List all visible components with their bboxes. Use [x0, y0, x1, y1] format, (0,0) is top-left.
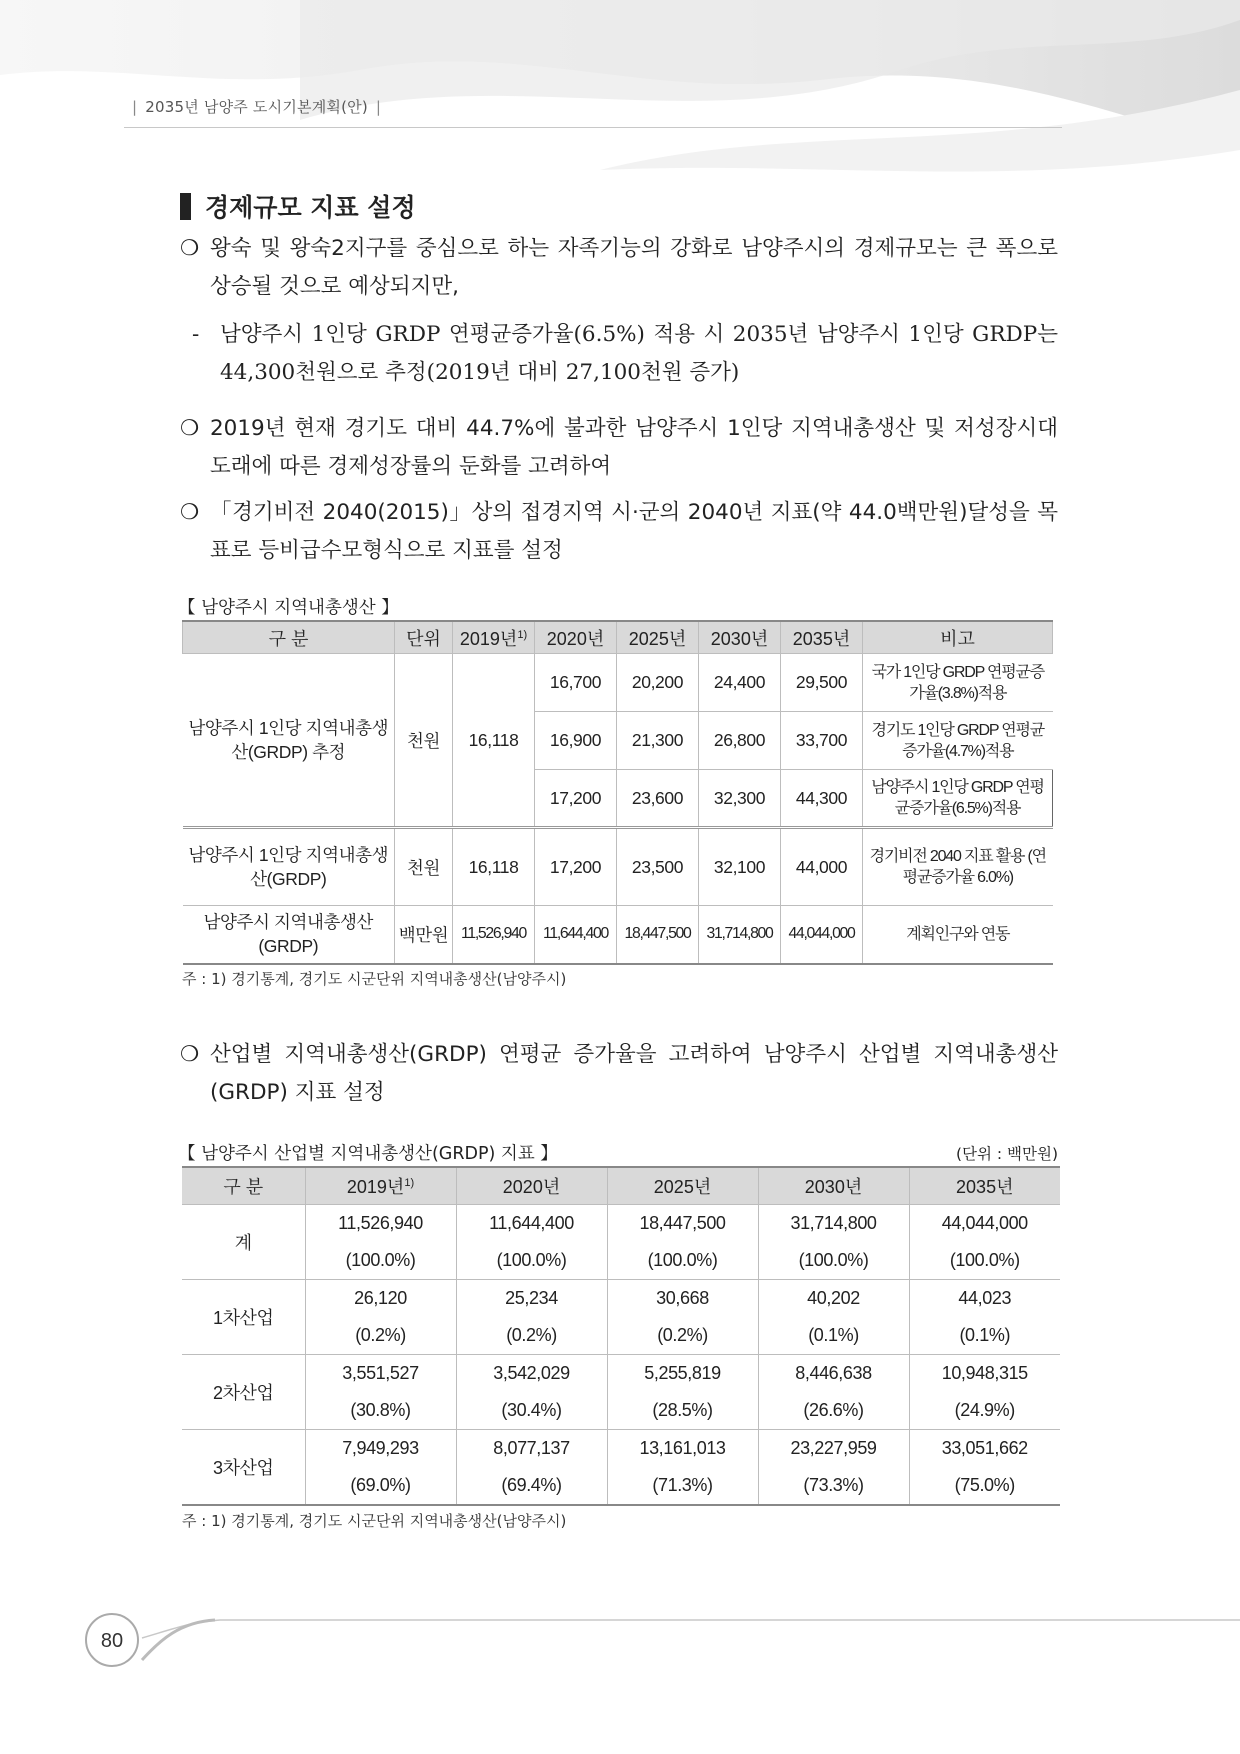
share-cell: (0.1%) — [758, 1317, 909, 1355]
table2-footnote: 주 : 1) 경기통계, 경기도 시군단위 지역내총생산(남양주시) — [182, 1512, 567, 1530]
grdp-table — [182, 620, 1053, 965]
value-cell: 26,800 — [699, 712, 781, 770]
value-cell: 7,949,293 — [305, 1430, 456, 1468]
table1-header-row — [183, 621, 1053, 654]
share-cell: (24.9%) — [909, 1392, 1060, 1430]
header-bar-right: | — [375, 98, 382, 116]
row-label: 2차산업 — [182, 1355, 305, 1430]
value-cell: 23,600 — [617, 770, 699, 828]
value-cell: 44,044,000 — [781, 906, 863, 964]
value-cell: 11,644,400 — [456, 1205, 607, 1243]
th-2019 — [453, 621, 535, 654]
th-2035: 2035년 — [909, 1167, 1060, 1205]
page-number: 80 — [100, 1630, 124, 1652]
circle-bullet-icon: ❍ — [180, 236, 200, 261]
th-gubun: 구 분 — [182, 1167, 305, 1205]
row-label: 3차산업 — [182, 1430, 305, 1506]
th-unit: 단위 — [395, 621, 453, 654]
paragraph-3-text: 「경기비전 2040(2015)」상의 접경지역 시·군의 2040년 지표(약 44.0백만원)달성을 목표로 등비급수모형식으로 지표를 설정 — [210, 500, 1058, 563]
th-gubun: 구 분 — [183, 621, 395, 654]
value-cell: 11,526,940 — [453, 906, 535, 964]
paragraph-2-text: 2019년 현재 경기도 대비 44.7%에 불과한 남양주시 1인당 지역내총생산 및 저성장시대 도래에 따른 경제성장률의 둔화를 고려하여 — [210, 416, 1058, 479]
table-row — [182, 1467, 1060, 1505]
footer-swoosh-decoration — [80, 1600, 1240, 1680]
footnote-ref: 1) — [517, 628, 528, 641]
value-cell: 32,100 — [699, 828, 781, 906]
value-cell: 17,200 — [535, 770, 617, 828]
dash-bullet: - — [192, 322, 200, 347]
section-title — [180, 188, 416, 224]
th-2025: 2025년 — [617, 621, 699, 654]
table-row — [183, 654, 1053, 712]
table-row — [182, 1280, 1060, 1318]
th-2030: 2030년 — [758, 1167, 909, 1205]
table-row — [182, 1242, 1060, 1280]
row-label: 남양주시 1인당 지역내총생산(GRDP) 추정 — [183, 654, 395, 828]
value-cell: 40,202 — [758, 1280, 909, 1318]
value-cell: 30,668 — [607, 1280, 758, 1318]
header-wave-decoration — [0, 0, 1240, 190]
value-cell: 21,300 — [617, 712, 699, 770]
section-title-text: 경제규모 지표 설정 — [205, 193, 416, 222]
value-cell: 33,700 — [781, 712, 863, 770]
paragraph-4 — [180, 1036, 1058, 1112]
row-label: 남양주시 1인당 지역내총생산(GRDP) — [183, 828, 395, 906]
value-cell: 18,447,500 — [607, 1205, 758, 1243]
value-cell: 8,077,137 — [456, 1430, 607, 1468]
share-cell: (71.3%) — [607, 1467, 758, 1505]
th-2020: 2020년 — [456, 1167, 607, 1205]
th-2025: 2025년 — [607, 1167, 758, 1205]
value-cell: 5,255,819 — [607, 1355, 758, 1393]
circle-bullet-icon: ❍ — [180, 416, 200, 441]
share-cell: (0.2%) — [305, 1317, 456, 1355]
page-number-badge — [84, 1612, 140, 1668]
unit-cell: 천원 — [395, 828, 453, 906]
share-cell: (100.0%) — [456, 1242, 607, 1280]
note-cell: 계획인구와 연동 — [863, 906, 1053, 964]
row-label: 1차산업 — [182, 1280, 305, 1355]
value-cell: 20,200 — [617, 654, 699, 712]
value-cell: 16,118 — [453, 654, 535, 828]
title-square-icon — [180, 193, 191, 220]
row-label: 계 — [182, 1205, 305, 1280]
th-2019 — [305, 1167, 456, 1205]
th-2019-text: 2019년 — [346, 1177, 405, 1197]
header-rule — [124, 127, 1062, 128]
value-cell: 25,234 — [456, 1280, 607, 1318]
header-bar-left: | — [132, 98, 138, 116]
value-cell: 31,714,800 — [758, 1205, 909, 1243]
unit-cell: 백만원 — [395, 906, 453, 964]
value-cell: 3,542,029 — [456, 1355, 607, 1393]
share-cell: (28.5%) — [607, 1392, 758, 1430]
value-cell: 11,526,940 — [305, 1205, 456, 1243]
table-row — [182, 1430, 1060, 1468]
value-cell: 32,300 — [699, 770, 781, 828]
value-cell: 26,120 — [305, 1280, 456, 1318]
value-cell: 31,714,800 — [699, 906, 781, 964]
value-cell: 44,300 — [781, 770, 863, 828]
value-cell: 23,227,959 — [758, 1430, 909, 1468]
share-cell: (0.1%) — [909, 1317, 1060, 1355]
circle-bullet-icon: ❍ — [180, 1042, 200, 1067]
table-row — [182, 1355, 1060, 1393]
share-cell: (26.6%) — [758, 1392, 909, 1430]
table1-caption: 【 남양주시 지역내총생산 】 — [178, 598, 399, 618]
table-row — [182, 1317, 1060, 1355]
value-cell: 23,500 — [617, 828, 699, 906]
note-cell: 남양주시 1인당 GRDP 연평균증가율(6.5%)적용 — [863, 770, 1053, 828]
table2-header-row — [182, 1167, 1060, 1205]
running-title: 2035년 남양주 도시기본계획(안) — [145, 98, 368, 116]
circle-bullet-icon: ❍ — [180, 500, 200, 525]
running-header — [124, 96, 389, 117]
industry-grdp-table — [182, 1166, 1060, 1506]
paragraph-1 — [180, 230, 1058, 306]
note-cell: 국가 1인당 GRDP 연평균증가율(3.8%)적용 — [863, 654, 1053, 712]
paragraph-3 — [180, 494, 1058, 570]
footnote-ref: 1) — [404, 1177, 415, 1189]
share-cell: (73.3%) — [758, 1467, 909, 1505]
note-cell: 경기비전 2040 지표 활용 (연평균증가율 6.0%) — [863, 828, 1053, 906]
share-cell: (100.0%) — [607, 1242, 758, 1280]
value-cell: 16,700 — [535, 654, 617, 712]
table-row — [182, 1205, 1060, 1243]
th-2019-text: 2019년 — [459, 628, 518, 649]
table-row — [183, 828, 1053, 906]
value-cell: 16,900 — [535, 712, 617, 770]
value-cell: 11,644,400 — [535, 906, 617, 964]
share-cell: (0.2%) — [456, 1317, 607, 1355]
paragraph-1-sub — [180, 316, 1058, 392]
paragraph-2 — [180, 410, 1058, 486]
value-cell: 33,051,662 — [909, 1430, 1060, 1468]
share-cell: (30.8%) — [305, 1392, 456, 1430]
th-2030: 2030년 — [699, 621, 781, 654]
th-2020: 2020년 — [535, 621, 617, 654]
paragraph-1-text: 왕숙 및 왕숙2지구를 중심으로 하는 자족기능의 강화로 남양주시의 경제규모는 큰 폭으로 상승될 것으로 예상되지만, — [210, 236, 1058, 299]
th-note: 비고 — [863, 621, 1053, 654]
row-label: 남양주시 지역내총생산(GRDP) — [183, 906, 395, 964]
note-cell: 경기도 1인당 GRDP 연평균증가율(4.7%)적용 — [863, 712, 1053, 770]
value-cell: 13,161,013 — [607, 1430, 758, 1468]
value-cell: 44,023 — [909, 1280, 1060, 1318]
share-cell: (0.2%) — [607, 1317, 758, 1355]
share-cell: (75.0%) — [909, 1467, 1060, 1505]
share-cell: (69.0%) — [305, 1467, 456, 1505]
table-row — [183, 906, 1053, 964]
value-cell: 44,044,000 — [909, 1205, 1060, 1243]
unit-cell: 천원 — [395, 654, 453, 828]
value-cell: 24,400 — [699, 654, 781, 712]
share-cell: (100.0%) — [305, 1242, 456, 1280]
value-cell: 3,551,527 — [305, 1355, 456, 1393]
value-cell: 18,447,500 — [617, 906, 699, 964]
table-row — [182, 1392, 1060, 1430]
value-cell: 17,200 — [535, 828, 617, 906]
share-cell: (100.0%) — [909, 1242, 1060, 1280]
table1-footnote: 주 : 1) 경기통계, 경기도 시군단위 지역내총생산(남양주시) — [182, 970, 567, 988]
value-cell: 29,500 — [781, 654, 863, 712]
value-cell: 16,118 — [453, 828, 535, 906]
paragraph-1-sub-text: 남양주시 1인당 GRDP 연평균증가율(6.5%) 적용 시 2035년 남양주시 1인당 GRDP는 44,300천원으로 추정(2019년 대비 27,100천원 증가) — [220, 322, 1058, 385]
table2-caption: 【 남양주시 산업별 지역내총생산(GRDP) 지표 】 — [178, 1144, 558, 1164]
share-cell: (30.4%) — [456, 1392, 607, 1430]
value-cell: 8,446,638 — [758, 1355, 909, 1393]
share-cell: (100.0%) — [758, 1242, 909, 1280]
table2-unit-note: (단위 : 백만원) — [955, 1145, 1058, 1163]
share-cell: (69.4%) — [456, 1467, 607, 1505]
paragraph-4-text: 산업별 지역내총생산(GRDP) 연평균 증가율을 고려하여 남양주시 산업별 지역내총생산(GRDP) 지표 설정 — [210, 1042, 1058, 1105]
value-cell: 44,000 — [781, 828, 863, 906]
value-cell: 10,948,315 — [909, 1355, 1060, 1393]
th-2035: 2035년 — [781, 621, 863, 654]
